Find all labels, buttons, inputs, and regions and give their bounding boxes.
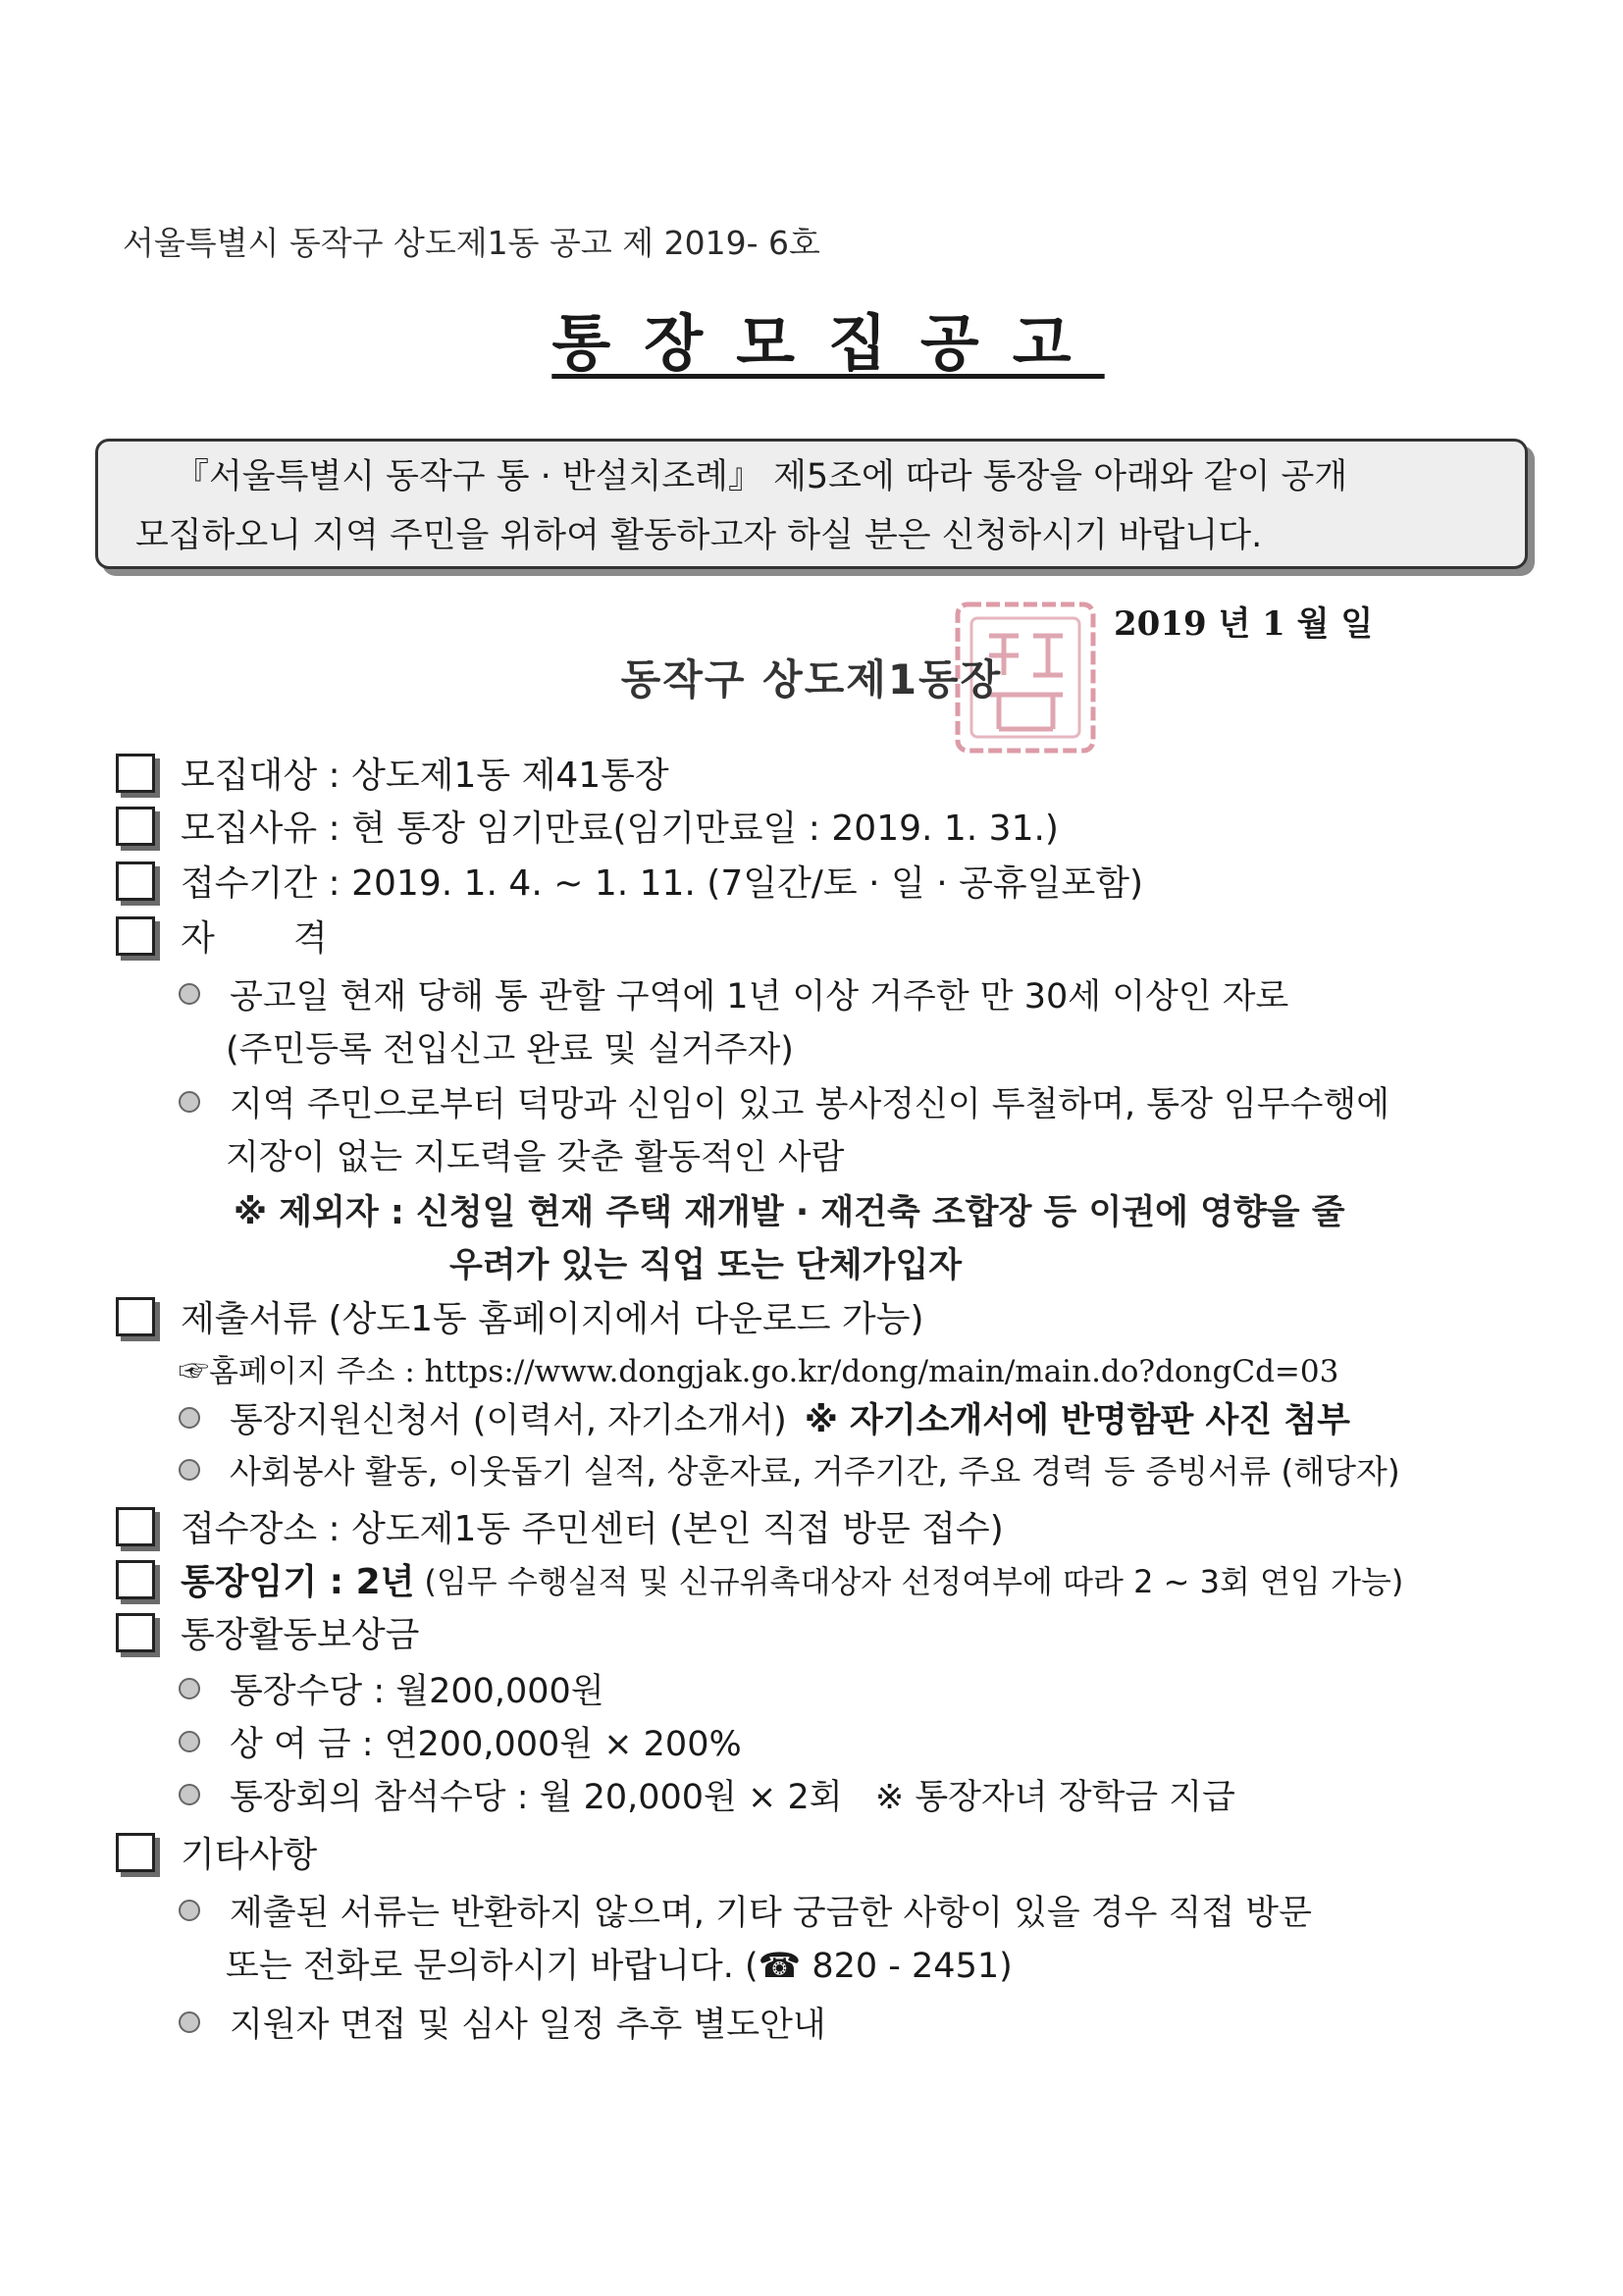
document-title: 통장모집공고 [551, 307, 1105, 379]
bullet-icon [179, 2011, 200, 2033]
section-reason-text: 모집사유 : 현 통장 임기만료(임기만료일 : 2019. 1. 31.) [181, 809, 1059, 849]
checkbox-icon [116, 861, 155, 901]
qualification-item-2-line-1: 지역 주민으로부터 덕망과 신임이 있고 봉사정신이 투철하며, 통장 임무수행에 [230, 1085, 1390, 1124]
document-item-1 [179, 1393, 1350, 1442]
section-target-text: 모집대상 : 상도제1동 제41통장 [181, 756, 669, 796]
issue-date: 2019 년 1 월 일 [1114, 604, 1374, 644]
compensation-item-2 [179, 1717, 742, 1766]
checkbox-icon [116, 1833, 155, 1872]
qualification-item-2-line-2: 지장이 없는 지도력을 갖춘 활동적인 사람 [226, 1138, 845, 1177]
compensation-item-3 [179, 1770, 1235, 1819]
other-item-1-line-2: 또는 전화로 문의하시기 바랍니다. (☎ 820 - 2451) [226, 1947, 1013, 1986]
other-item-1-line-1: 제출된 서류는 반환하지 않으며, 기타 궁금한 사항이 있을 경우 직접 방문 [230, 1894, 1312, 1933]
checkbox-icon [116, 1613, 155, 1652]
intro-line-1: 『서울특별시 동작구 통 · 반설치조례』 제5조에 따라 통장을 아래와 같이 공개 [175, 457, 1348, 496]
checkbox-icon [116, 1507, 155, 1546]
compensation-item-1-text: 통장수당 : 월200,000원 [230, 1672, 604, 1711]
bullet-icon [179, 1784, 200, 1805]
compensation-item-3-text: 통장회의 참석수당 : 월 20,000원 × 2회 ※ 통장자녀 장학금 지급 [230, 1778, 1235, 1817]
section-documents-text: 제출서류 (상도1동 홈페이지에서 다운로드 가능) [181, 1299, 924, 1339]
compensation-item-1 [179, 1664, 604, 1713]
checkbox-icon [116, 807, 155, 846]
bullet-icon [179, 1731, 200, 1752]
other-item-2-text: 지원자 면접 및 심사 일정 추후 별도안내 [230, 2006, 826, 2045]
exclusion-line-2: 우려가 있는 직업 또는 단체가입자 [449, 1246, 963, 1285]
qualification-item-1 [179, 969, 1288, 1018]
exclusion-line-1: ※ 제외자 : 신청일 현재 주택 재개발 · 재건축 조합장 등 이권에 영향을 줄 [234, 1193, 1345, 1232]
section-other [116, 1827, 317, 1877]
section-place [116, 1501, 1004, 1551]
bullet-icon [179, 983, 200, 1005]
bullet-icon [179, 1091, 200, 1113]
section-period-text: 접수기간 : 2019. 1. 4. ~ 1. 11. (7일간/토 · 일 · 공휴일포함) [181, 863, 1144, 904]
checkbox-icon [116, 1297, 155, 1336]
intro-line-2: 모집하오니 지역 주민을 위하여 활동하고자 하실 분은 신청하시기 바랍니다. [135, 516, 1263, 555]
bullet-icon [179, 1459, 200, 1481]
homepage-address: ☞홈페이지 주소 : https://www.dongjak.go.kr/dong/main/main.do?dongCd=03 [179, 1354, 1339, 1389]
notice-number: 서울특별시 동작구 상도제1동 공고 제 2019- 6호 [123, 224, 820, 262]
document-item-2-text: 사회봉사 활동, 이웃돕기 실적, 상훈자료, 거주기간, 주요 경력 등 증빙서류 (해당자) [230, 1452, 1400, 1490]
section-compensation-text: 통장활동보상금 [181, 1615, 420, 1655]
document-item-1-text: 통장지원신청서 (이력서, 자기소개서) [230, 1401, 787, 1440]
section-other-text: 기타사항 [181, 1835, 318, 1875]
bullet-icon [179, 1678, 200, 1699]
checkbox-icon [116, 916, 155, 956]
section-compensation [116, 1607, 419, 1657]
qualification-item-2 [179, 1077, 1389, 1126]
checkbox-icon [116, 754, 155, 793]
section-period [116, 856, 1143, 906]
section-qualification-text: 자 격 [181, 918, 328, 959]
issuer-name: 동작구 상도제1동장 [620, 655, 1003, 704]
section-term [116, 1554, 1403, 1604]
qualification-item-1-line-1: 공고일 현재 당해 통 관할 구역에 1년 이상 거주한 만 30세 이상인 자로 [230, 977, 1289, 1017]
checkbox-icon [116, 1560, 155, 1599]
intro-box [95, 439, 1528, 569]
compensation-item-2-text: 상 여 금 : 연200,000원 × 200% [230, 1725, 742, 1764]
other-item-1 [179, 1886, 1312, 1935]
section-place-text: 접수장소 : 상도제1동 주민센터 (본인 직접 방문 접수) [181, 1509, 1004, 1549]
bullet-icon [179, 1407, 200, 1429]
section-target [116, 748, 669, 798]
qualification-item-1-line-2: (주민등록 전입신고 완료 및 실거주자) [226, 1030, 794, 1070]
section-reason [116, 801, 1059, 851]
document-item-2 [179, 1446, 1400, 1492]
section-term-detail: (임무 수행실적 및 신규위촉대상자 선정여부에 따라 2 ~ 3회 연임 가능) [424, 1562, 1404, 1600]
section-qualification [116, 911, 328, 961]
section-documents [116, 1291, 924, 1341]
document-item-1-note: ※ 자기소개서에 반명함판 사진 첨부 [804, 1401, 1350, 1440]
section-term-label: 통장임기 : 2년 [181, 1562, 415, 1602]
other-item-2 [179, 1998, 826, 2047]
bullet-icon [179, 1900, 200, 1921]
